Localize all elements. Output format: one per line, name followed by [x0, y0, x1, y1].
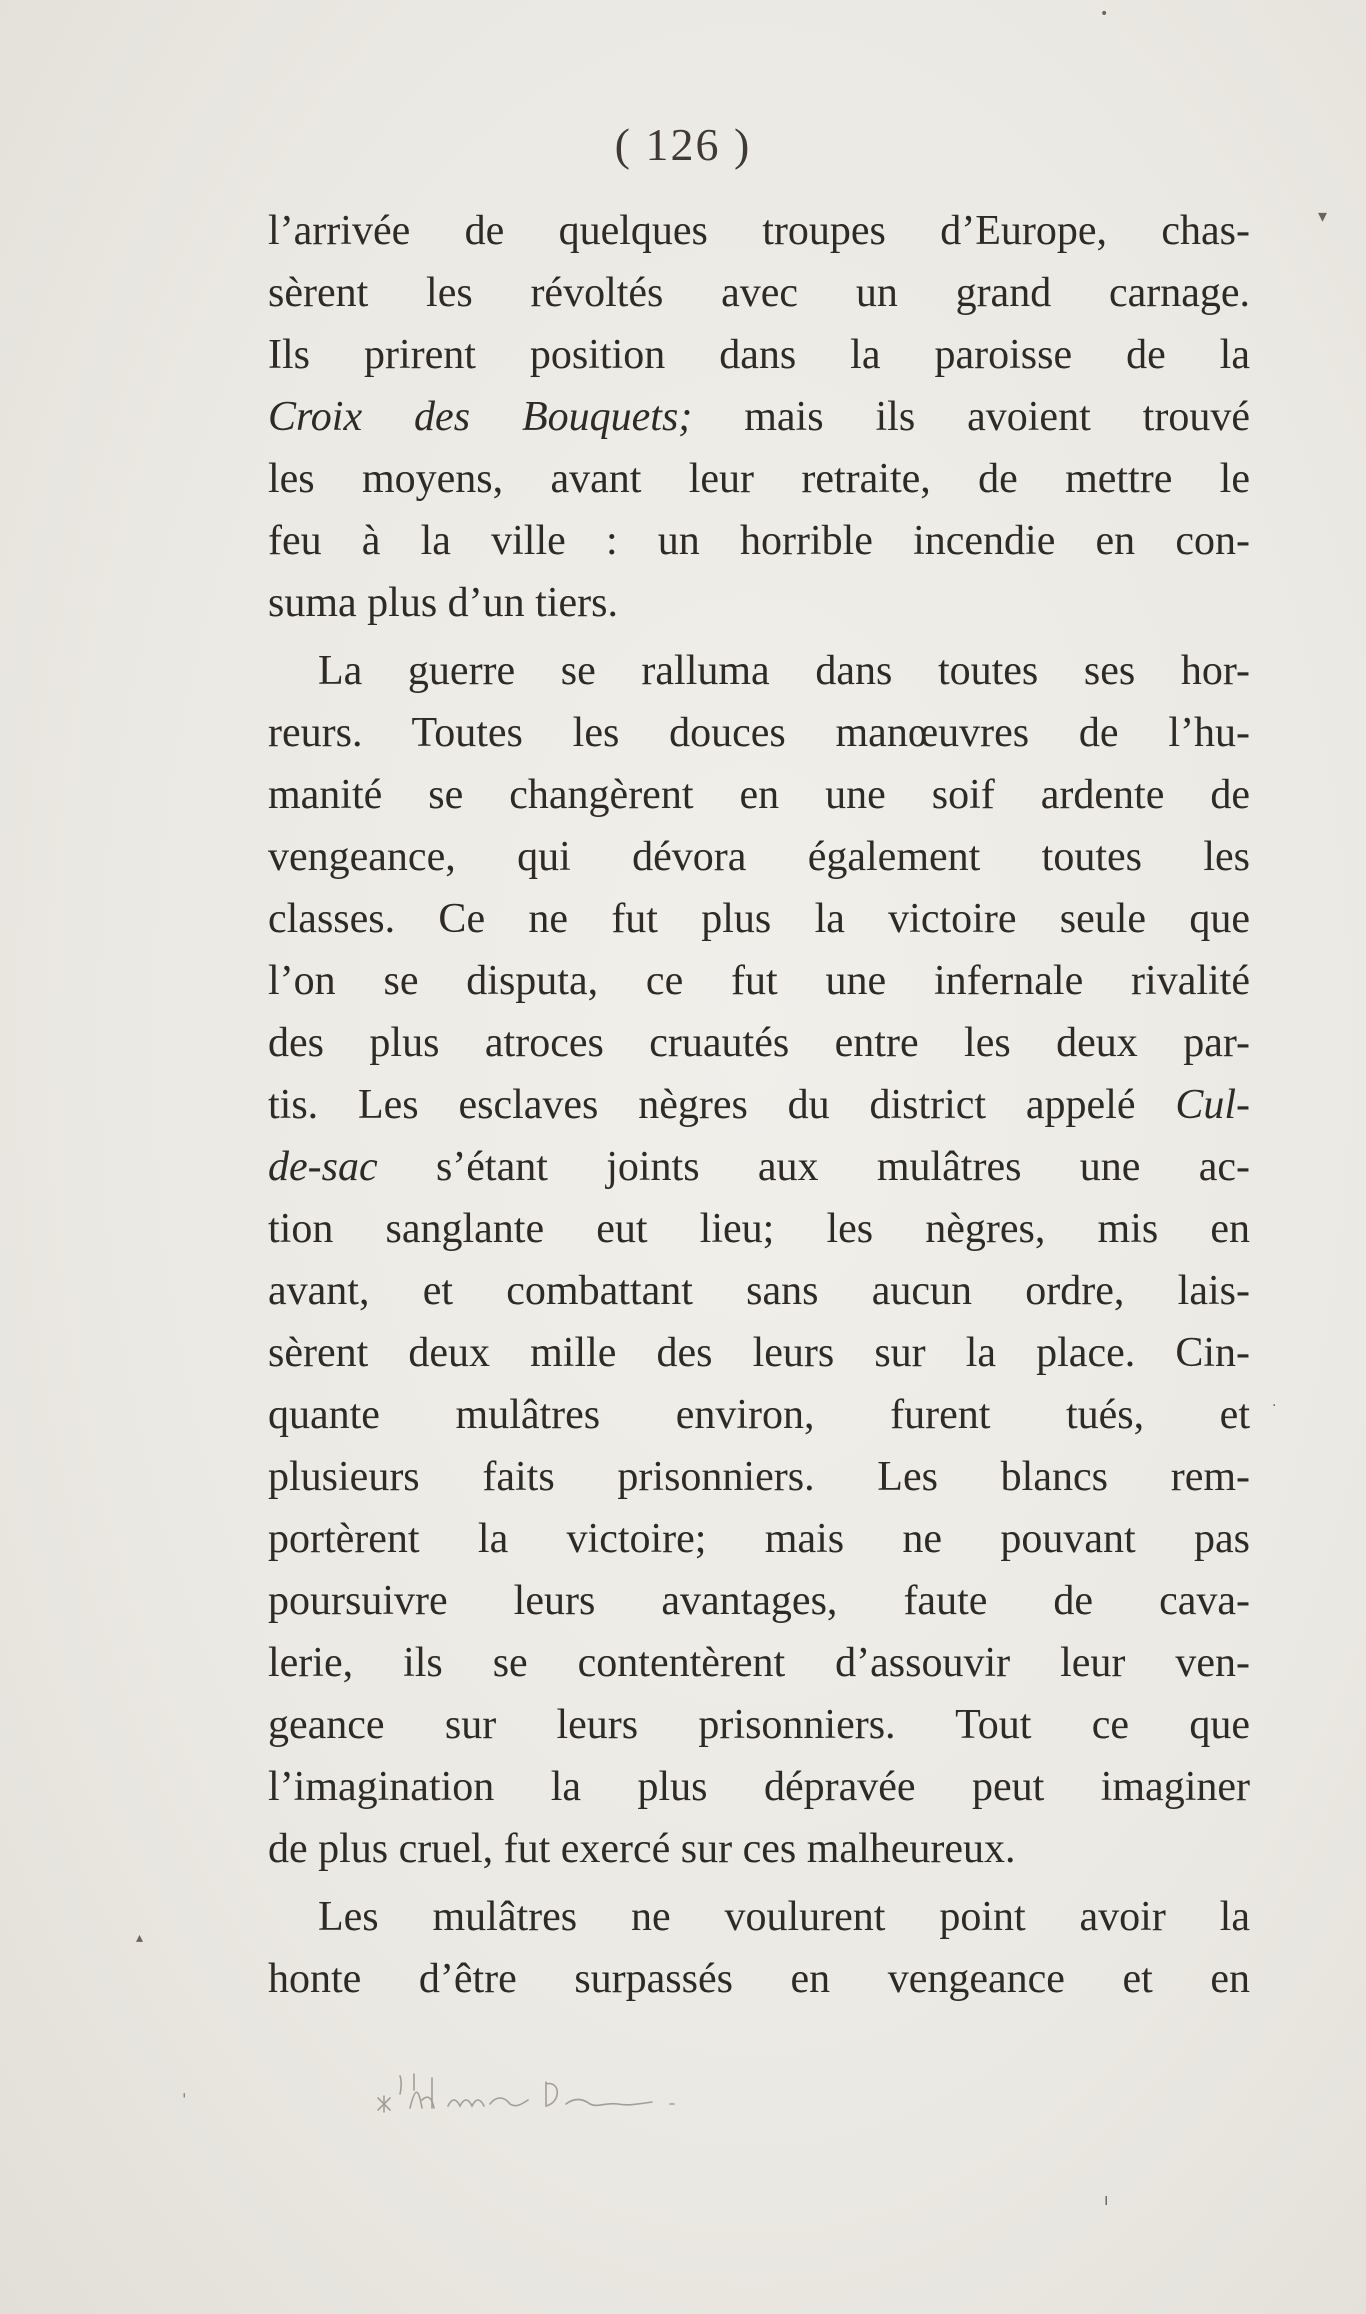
text-line: tis. Les esclaves nègres du district appelé Cul-	[268, 1082, 1250, 1128]
paper-speck: ˌ	[182, 2080, 187, 2099]
text-line: l’arrivée de quelques troupes d’Europe, chas-	[268, 208, 1250, 254]
text-line: feu à la ville : un horrible incendie en con-	[268, 518, 1250, 564]
body-text	[268, 200, 1250, 2010]
text-line: portèrent la victoire; mais ne pouvant pas	[268, 1516, 1250, 1562]
paper-speck: •	[1100, 6, 1109, 22]
text-line: vengeance, qui dévora également toutes les	[268, 834, 1250, 880]
text-line: avant, et combattant sans aucun ordre, lais-	[268, 1268, 1250, 1314]
text-line: classes. Ce ne fut plus la victoire seule que	[268, 896, 1250, 942]
text-line: poursuivre leurs avantages, faute de cava-	[268, 1578, 1250, 1624]
paper-speck: ▴	[136, 1930, 144, 1946]
page-number: ( 126 )	[614, 119, 752, 170]
text-line: de plus cruel, fut exercé sur ces malheureux.	[268, 1826, 1016, 1872]
place-name-italic: Croix des Bouquets;	[268, 394, 693, 440]
text-line: reurs. Toutes les douces manœuvres de l’hu-	[268, 710, 1250, 756]
text-line: plusieurs faits prisonniers. Les blancs rem-	[268, 1454, 1250, 1500]
text-line: l’imagination la plus dépravée peut imaginer	[268, 1764, 1250, 1810]
text-line: des plus atroces cruautés entre les deux par-	[268, 1020, 1250, 1066]
text-line: La guerre se ralluma dans toutes ses hor-	[318, 648, 1250, 694]
text-line: lerie, ils se contentèrent d’assouvir leur ven-	[268, 1640, 1250, 1686]
text-line: Croix des Bouquets; mais ils avoient trouvé	[268, 394, 1250, 440]
text-line: sèrent deux mille des leurs sur la place. Cin-	[268, 1330, 1250, 1376]
text-line: tion sanglante eut lieu; les nègres, mis en	[268, 1206, 1250, 1252]
text-line: les moyens, avant leur retraite, de mettre le	[268, 456, 1250, 502]
text-line: de-sac s’étant joints aux mulâtres une ac-	[268, 1144, 1250, 1190]
text-line: sèrent les révoltés avec un grand carnage.	[268, 270, 1250, 316]
paragraph-1	[268, 200, 1250, 634]
place-name-italic: Cul-	[1175, 1082, 1250, 1128]
text-line: Les mulâtres ne voulurent point avoir la	[318, 1894, 1250, 1940]
paper-speck: ·	[1272, 1398, 1277, 1414]
paper-speck: ı	[1104, 2190, 1109, 2209]
text-line: manité se changèrent en une soif ardente de	[268, 772, 1250, 818]
text-line: honte d’être surpassés en vengeance et en	[268, 1956, 1250, 2002]
place-name-italic: de-sac	[268, 1144, 378, 1190]
paragraph-3	[268, 1886, 1250, 2010]
text-line: geance sur leurs prisonniers. Tout ce que	[268, 1702, 1250, 1748]
text-line: Ils prirent position dans la paroisse de la	[268, 332, 1250, 378]
text-line: suma plus d’un tiers.	[268, 580, 618, 626]
text-line: quante mulâtres environ, furent tués, et	[268, 1392, 1250, 1438]
pencil-marginalia	[370, 2068, 700, 2118]
text-line: l’on se disputa, ce fut une infernale rivalité	[268, 958, 1250, 1004]
paragraph-2	[268, 640, 1250, 1880]
paper-speck: ▾	[1318, 206, 1328, 227]
